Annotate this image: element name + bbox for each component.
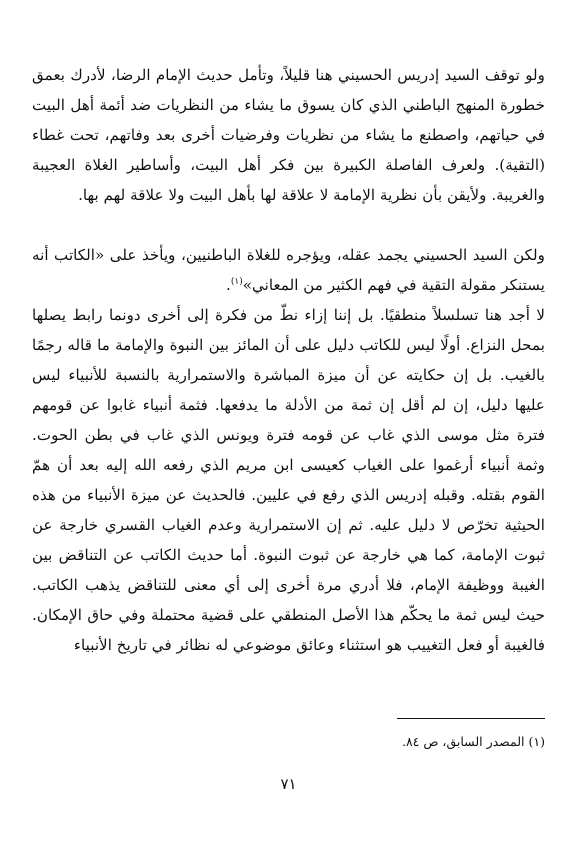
paragraph-2 xyxy=(32,240,545,300)
paragraph-2-end: . xyxy=(226,276,231,294)
paragraph-2-text: ولكن السيد الحسيني يجمد عقله، ويؤجره للغلاة الباطنيين، ويأخذ على «الكاتب أنه يستنكر مقولة التقية في فهم الكثير من المعاني» xyxy=(32,246,545,294)
footnote-divider xyxy=(397,718,545,719)
footnote: (١) المصدر السابق، ص ٨٤. xyxy=(401,734,545,749)
page-number: ٧١ xyxy=(280,775,297,793)
paragraph-3: لا أجد هنا تسلسلاً منطقيًا. بل إننا إزاء نطّ من فكرة إلى أخرى دونما رابط يصلها بمحل النزاع. أولًا ليس للكاتب دليل على أن المائز بين النبوة والإمامة ما قاله رجمًا بالغيب. بل إن حكايته عن أن ميزة المباشرة والاستمرارية بالنسبة للأنبياء ليس عليها دليل، إن لم أقل إن ثمة من الأدلة ما يدفعها. فثمة أنبياء غابوا عن قومهم فترة مثل موسى الذي غاب عن قومه فترة ويونس الذي غاب في بطن الحوت. وثمة أنبياء أرغموا على الغياب كعيسى ابن مريم الذي رفعه الله إليه بعد أن همّ القوم بقتله. وقبله إدريس الذي رفع في عليين. فالحديث عن ميزة الأنبياء من هذه الحيثية تخرّص لا دليل عليه. ثم إن الاستمرارية وعدم الغياب القسري خارجة عن ثبوت الإمامة، كما هي خارجة عن ثبوت النبوة. أما حديث الكاتب عن التناقض بين الغيبة ووظيفة الإمام، فلا أدري مرة أخرى إلى أي معنى للتناقض يذهب الكاتب. حيث ليس ثمة ما يحكّم هذا الأصل المنطقي على قضية محتملة وفي حاق الإمكان. فالغيبة أو فعل التغييب هو استثناء وعائق موضوعي له نظائر في تاريخ الأنبياء xyxy=(32,306,545,654)
paragraph-1: ولو توقف السيد إدريس الحسيني هنا قليلاً، وتأمل حديث الإمام الرضا، لأدرك بعمق خطورة المنهج الباطني الذي كان يسوق ما يشاء من النظريات ضد أئمة أهل البيت في حياتهم، واصطنع ما يشاء من نظريات وفرضيات أخرى بعد وفاتهم، تحت غطاء (التقية). ولعرف الفاصلة الكبيرة بين فكر أهل البيت، وأساطير الغلاة العجيبة والغريبة. ولأيقن بأن نظرية الإمامة لا علاقة لها بأهل البيت ولا علاقة لهم بها. xyxy=(32,66,545,204)
footnote-reference: (١) xyxy=(230,276,243,287)
